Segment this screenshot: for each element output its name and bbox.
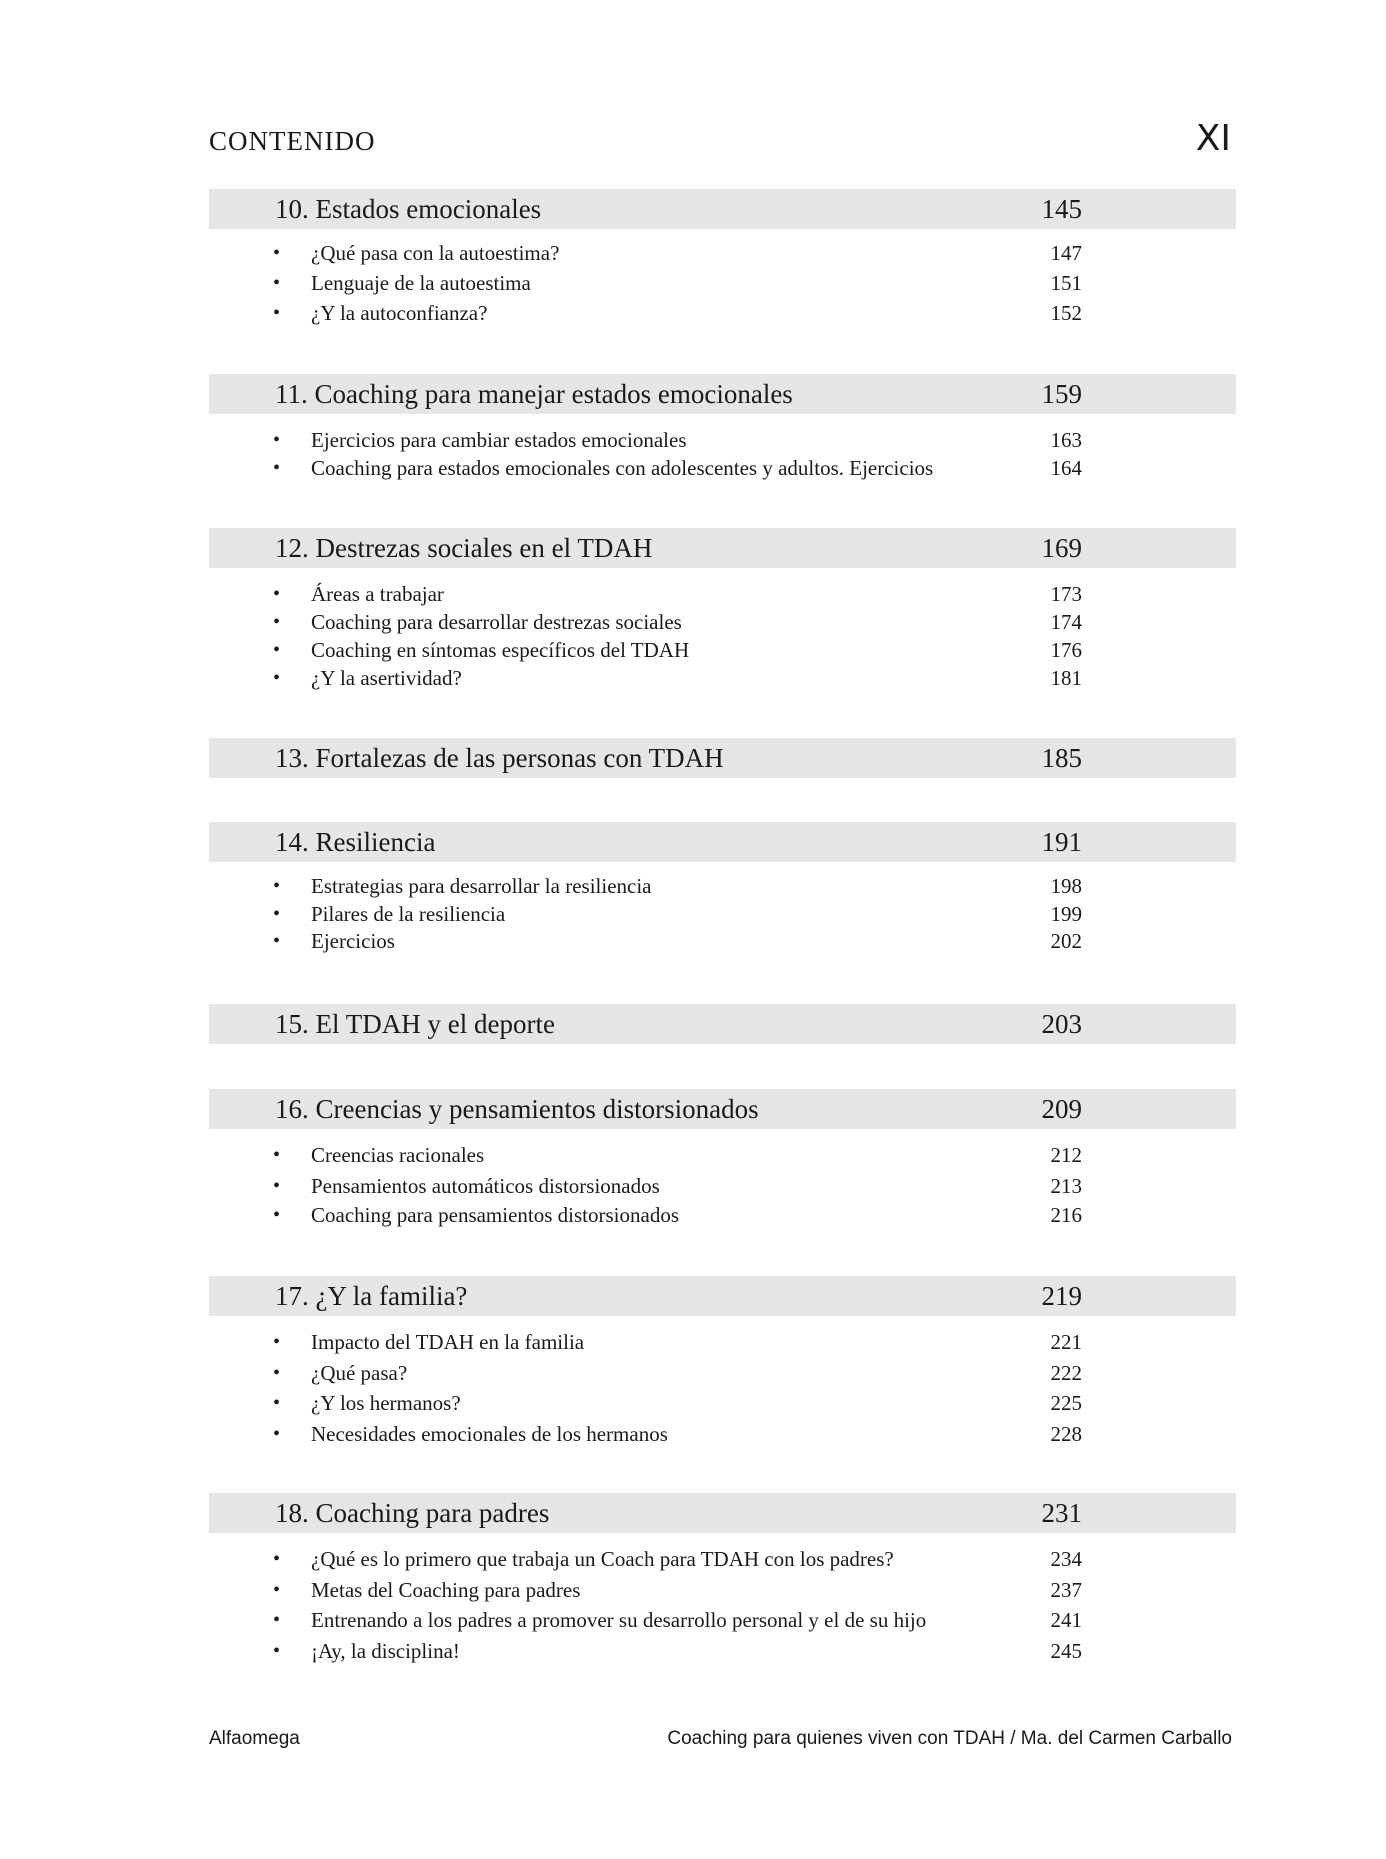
bullet-icon: • xyxy=(273,457,281,479)
chapter-page-number: 231 xyxy=(1041,1498,1082,1528)
section-title: Coaching para pensamientos distorsionados xyxy=(311,1203,680,1227)
section-page-number: 164 xyxy=(1050,456,1082,480)
section-title: Coaching en síntomas específicos del TDAH xyxy=(311,638,690,662)
chapter-title: 18. Coaching para padres xyxy=(275,1498,550,1528)
chapter-title: 10. Estados emocionales xyxy=(275,194,542,224)
chapter-title: 12. Destrezas sociales en el TDAH xyxy=(275,533,653,563)
section-title: Impacto del TDAH en la familia xyxy=(311,1330,585,1354)
section-page-number: 199 xyxy=(1050,902,1082,926)
bullet-icon: • xyxy=(273,1392,281,1414)
chapter-page-number: 145 xyxy=(1041,194,1082,224)
chapter-page-number: 191 xyxy=(1041,827,1082,857)
bullet-icon: • xyxy=(273,639,281,661)
section-page-number: 228 xyxy=(1050,1422,1082,1446)
section-page-number: 213 xyxy=(1050,1174,1082,1198)
section-page-number: 176 xyxy=(1050,638,1082,662)
section-page-number: 237 xyxy=(1050,1578,1082,1602)
section-title: ¡Ay, la disciplina! xyxy=(311,1639,460,1663)
footer-book-title: Coaching para quienes viven con TDAH / Ma. del Carmen Carballo xyxy=(667,1728,1232,1749)
bullet-icon: • xyxy=(273,302,281,324)
chapter-page-number: 169 xyxy=(1041,533,1082,563)
bullet-icon: • xyxy=(273,930,281,952)
section-title: Estrategias para desarrollar la resiliencia xyxy=(311,874,652,898)
chapter-page-number: 219 xyxy=(1041,1281,1082,1311)
section-title: Creencias racionales xyxy=(311,1143,485,1167)
chapter-title: 13. Fortalezas de las personas con TDAH xyxy=(275,743,724,773)
section-title: Entrenando a los padres a promover su desarrollo personal y el de su hijo xyxy=(311,1608,927,1632)
bullet-icon: • xyxy=(273,1579,281,1601)
running-header-page-number: XI xyxy=(1195,118,1231,159)
section-page-number: 245 xyxy=(1050,1639,1082,1663)
footer-publisher: Alfaomega xyxy=(209,1728,300,1749)
section-page-number: 234 xyxy=(1050,1547,1082,1571)
bullet-icon: • xyxy=(273,1548,281,1570)
chapter-page-number: 185 xyxy=(1041,743,1082,773)
section-page-number: 222 xyxy=(1050,1361,1082,1385)
section-title: Metas del Coaching para padres xyxy=(311,1578,581,1602)
section-title: ¿Y la autoconfianza? xyxy=(311,301,488,325)
section-title: Ejercicios para cambiar estados emocionales xyxy=(311,428,687,452)
bullet-icon: • xyxy=(273,903,281,925)
bullet-icon: • xyxy=(273,1144,281,1166)
bullet-icon: • xyxy=(273,272,281,294)
section-page-number: 174 xyxy=(1050,610,1082,634)
chapter-page-number: 159 xyxy=(1041,379,1082,409)
section-page-number: 181 xyxy=(1050,666,1082,690)
section-title: Necesidades emocionales de los hermanos xyxy=(311,1422,668,1446)
section-page-number: 241 xyxy=(1050,1608,1082,1632)
section-title: Coaching para desarrollar destrezas sociales xyxy=(311,610,682,634)
section-title: ¿Y la asertividad? xyxy=(311,666,462,690)
section-title: ¿Qué es lo primero que trabaja un Coach para TDAH con los padres? xyxy=(311,1547,894,1571)
section-page-number: 198 xyxy=(1050,874,1082,898)
section-page-number: 152 xyxy=(1050,301,1082,325)
section-title: ¿Qué pasa? xyxy=(311,1361,408,1385)
bullet-icon: • xyxy=(273,583,281,605)
bullet-icon: • xyxy=(273,611,281,633)
bullet-icon: • xyxy=(273,242,281,264)
chapter-title: 14. Resiliencia xyxy=(275,827,436,857)
running-header-title: CONTENIDO xyxy=(209,126,376,156)
chapter-title: 16. Creencias y pensamientos distorsionados xyxy=(275,1094,759,1124)
section-title: Pensamientos automáticos distorsionados xyxy=(311,1174,660,1198)
chapter-title: 11. Coaching para manejar estados emocionales xyxy=(275,379,793,409)
bullet-icon: • xyxy=(273,429,281,451)
section-page-number: 147 xyxy=(1050,241,1082,265)
section-title: ¿Qué pasa con la autoestima? xyxy=(311,241,560,265)
section-title: Áreas a trabajar xyxy=(311,582,444,606)
bullet-icon: • xyxy=(273,1175,281,1197)
section-page-number: 163 xyxy=(1050,428,1082,452)
bullet-icon: • xyxy=(273,1609,281,1631)
bullet-icon: • xyxy=(273,667,281,689)
section-title: Ejercicios xyxy=(311,929,395,953)
section-title: Pilares de la resiliencia xyxy=(311,902,506,926)
section-page-number: 216 xyxy=(1050,1203,1082,1227)
section-page-number: 173 xyxy=(1050,582,1082,606)
chapter-title: 17. ¿Y la familia? xyxy=(275,1281,468,1311)
bullet-icon: • xyxy=(273,1331,281,1353)
bullet-icon: • xyxy=(273,1423,281,1445)
bullet-icon: • xyxy=(273,1640,281,1662)
bullet-icon: • xyxy=(273,1204,281,1226)
section-title: ¿Y los hermanos? xyxy=(311,1391,461,1415)
bullet-icon: • xyxy=(273,1362,281,1384)
section-page-number: 221 xyxy=(1050,1330,1082,1354)
section-title: Lenguaje de la autoestima xyxy=(311,271,531,295)
section-page-number: 151 xyxy=(1050,271,1082,295)
section-page-number: 225 xyxy=(1050,1391,1082,1415)
section-title: Coaching para estados emocionales con adolescentes y adultos. Ejercicios xyxy=(311,456,934,480)
section-page-number: 202 xyxy=(1050,929,1082,953)
chapter-page-number: 203 xyxy=(1041,1009,1082,1039)
bullet-icon: • xyxy=(273,875,281,897)
chapter-page-number: 209 xyxy=(1041,1094,1082,1124)
section-page-number: 212 xyxy=(1050,1143,1082,1167)
chapter-title: 15. El TDAH y el deporte xyxy=(275,1009,555,1039)
